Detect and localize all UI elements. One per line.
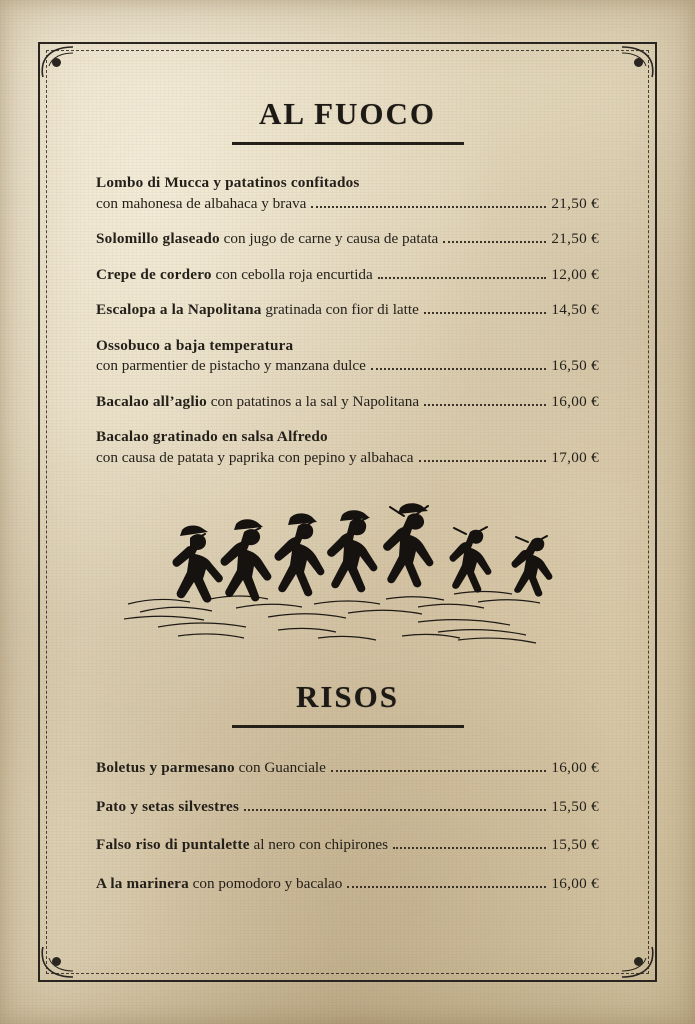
dish-price: 16,50 €: [551, 357, 599, 375]
dish-description: con Guanciale: [238, 759, 326, 777]
dancing-figures-silhouette-icon: [118, 486, 578, 661]
dish-description: con parmentier de pistacho y manzana dulce: [96, 357, 366, 375]
dish-price: 14,50 €: [551, 301, 599, 319]
dish-name: Bacalao all’aglio: [96, 392, 207, 410]
dish-price: 15,50 €: [551, 836, 599, 854]
dish-description: gratinada con fior di latte: [265, 301, 419, 319]
menu-section-al-fuoco: [96, 96, 599, 468]
dish-description: con cebolla roja encurtida: [215, 265, 373, 283]
dish-price: 16,00 €: [551, 759, 599, 777]
menu-item[interactable]: [96, 835, 599, 856]
dish-name: Solomillo glaseado: [96, 230, 220, 248]
section-title-rule: [232, 142, 464, 145]
dish-name: Falso riso di puntalette: [96, 836, 250, 854]
leader-dots: [424, 312, 546, 314]
dish-price: 16,00 €: [551, 874, 599, 892]
menu-section-risos: [96, 679, 599, 894]
menu-item[interactable]: [96, 874, 599, 895]
section-title-risos: RISOS: [295, 679, 400, 715]
menu-item[interactable]: [96, 300, 599, 321]
dish-price: 21,50 €: [551, 194, 599, 212]
menu-item[interactable]: [96, 797, 599, 818]
dish-price: 12,00 €: [551, 265, 599, 283]
dish-name: Lombo di Mucca y patatinos confitados: [96, 174, 360, 191]
section-title-al-fuoco: AL FUOCO: [258, 96, 437, 131]
dish-name: Crepe de cordero: [96, 265, 212, 283]
leader-dots: [347, 886, 546, 888]
menu-item[interactable]: [96, 229, 599, 250]
leader-dots: [331, 770, 546, 772]
leader-dots: [424, 404, 546, 406]
leader-dots: [419, 460, 547, 462]
leader-dots: [393, 847, 546, 849]
menu-content: [96, 96, 599, 944]
dish-description: al nero con chipirones: [253, 836, 389, 854]
dish-description: con patatinos a la sal y Napolitana: [210, 392, 420, 410]
leader-dots: [443, 241, 546, 243]
section-title-rule: [232, 725, 464, 728]
leader-dots: [378, 277, 547, 279]
leader-dots: [311, 206, 546, 208]
corner-flourish-bottom-left-icon: [40, 946, 74, 980]
corner-flourish-top-left-icon: [40, 44, 74, 78]
dish-description: con mahonesa de albahaca y brava: [96, 194, 307, 212]
corner-flourish-top-right-icon: [621, 44, 655, 78]
menu-item[interactable]: [96, 265, 599, 286]
dish-name: Bacalao gratinado en salsa Alfredo: [96, 428, 328, 446]
menu-items-al-fuoco: [96, 173, 599, 468]
menu-item[interactable]: [96, 392, 599, 413]
leader-dots: [244, 809, 546, 811]
menu-items-risos: [96, 758, 599, 894]
dish-name: Pato y setas silvestres: [96, 797, 240, 815]
dish-description: con jugo de carne y causa de patata: [223, 230, 439, 248]
dish-price: 15,50 €: [551, 797, 599, 815]
dish-price: 17,00 €: [551, 448, 599, 466]
dish-name: Ossobuco a baja temperatura: [96, 336, 294, 354]
dish-description: con causa de patata y paprika con pepino y albahaca: [96, 448, 414, 466]
menu-item[interactable]: [96, 427, 599, 468]
dish-price: 21,50 €: [551, 230, 599, 248]
corner-flourish-bottom-right-icon: [621, 946, 655, 980]
dish-name: A la marinera: [96, 874, 189, 892]
menu-item[interactable]: [96, 336, 599, 377]
dish-description: con pomodoro y bacalao: [192, 874, 343, 892]
leader-dots: [371, 368, 546, 370]
dish-name: Escalopa a la Napolitana: [96, 301, 262, 319]
menu-item[interactable]: [96, 173, 599, 214]
dish-name: Boletus y parmesano: [96, 759, 235, 777]
menu-item[interactable]: [96, 758, 599, 779]
dish-price: 16,00 €: [551, 392, 599, 410]
